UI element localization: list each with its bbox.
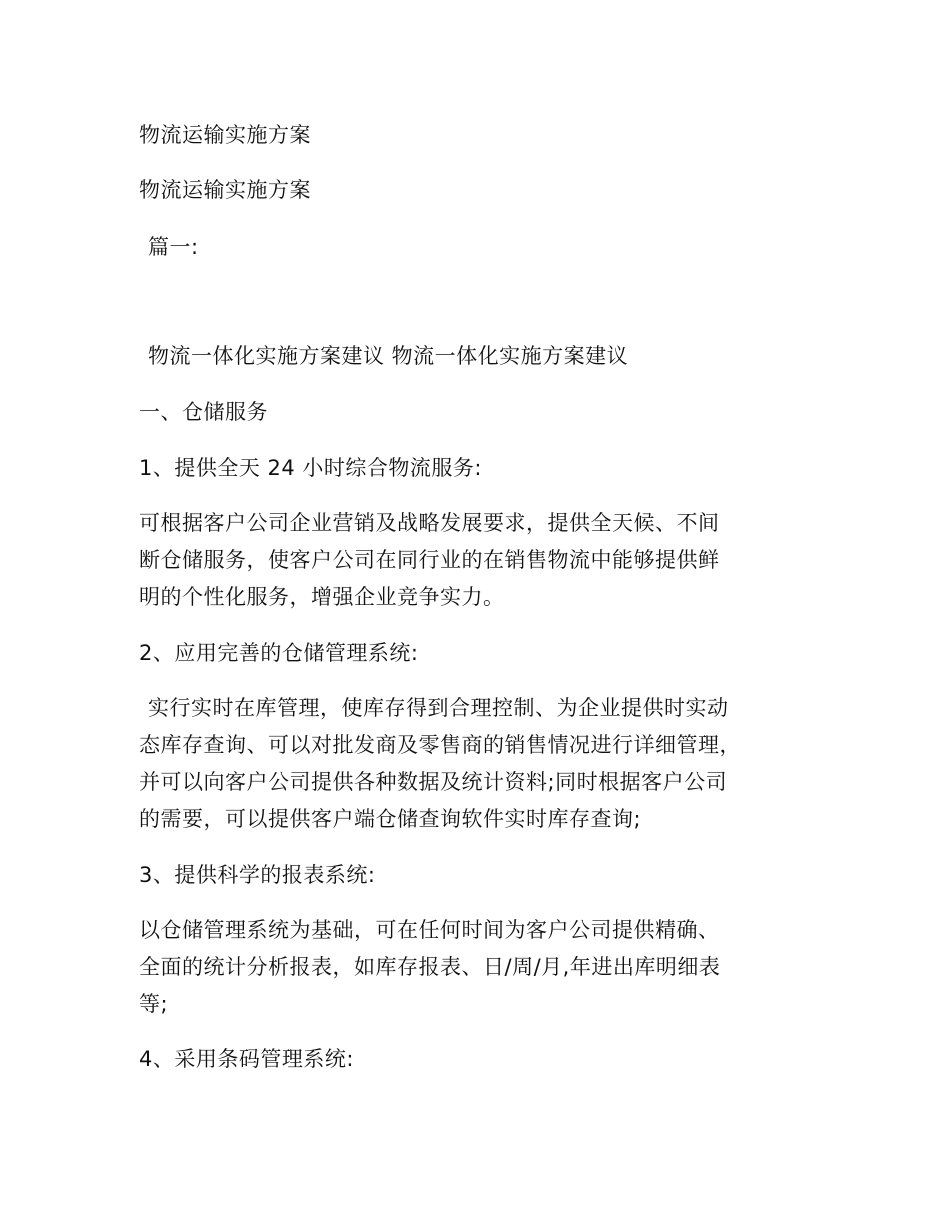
item-2-body-line: 态库存查询、可以对批发商及零售商的销售情况进行详细管理， — [139, 733, 741, 757]
document-title-repeat: 物流运输实施方案 — [139, 178, 311, 202]
part-label: 篇一: — [148, 235, 199, 259]
item-1-body-line: 断仓储服务，使客户公司在同行业的在销售物流中能够提供鲜 — [139, 548, 720, 572]
item-3-body — [139, 912, 829, 1023]
item-2-heading: 2、应用完善的仓储管理系统: — [139, 641, 419, 665]
item-3-body-line: 以仓储管理系统为基础，可在任何时间为客户公司提供精确、 — [139, 918, 720, 942]
item-3-heading: 3、提供科学的报表系统: — [139, 863, 376, 887]
item-1-body — [139, 505, 829, 616]
item-1-heading: 1、提供全天 24 小时综合物流服务: — [139, 456, 483, 480]
document-title: 物流运输实施方案 — [139, 123, 311, 147]
subtitle: 物流一体化实施方案建议 物流一体化实施方案建议 — [148, 344, 629, 368]
item-3-body-line: 等; — [139, 992, 169, 1016]
section-heading-storage: 一、仓储服务 — [139, 400, 268, 424]
item-2-body-line: 实行实时在库管理，使库存得到合理控制、为企业提供时实动 — [148, 696, 729, 720]
item-3-body-line: 全面的统计分析报表，如库存报表、日/周/月,年进出库明细表 — [139, 955, 721, 979]
item-2-body-line: 的需要，可以提供客户端仓储查询软件实时库存查询; — [139, 807, 642, 831]
item-1-body-line: 明的个性化服务，增强企业竞争实力。 — [139, 585, 505, 609]
item-2-body-line: 并可以向客户公司提供各种数据及统计资料;同时根据客户公司 — [139, 770, 728, 794]
item-1-body-line: 可根据客户公司企业营销及战略发展要求，提供全天候、不间 — [139, 511, 720, 535]
item-2-body — [139, 690, 829, 838]
item-4-heading: 4、采用条码管理系统: — [139, 1047, 354, 1071]
